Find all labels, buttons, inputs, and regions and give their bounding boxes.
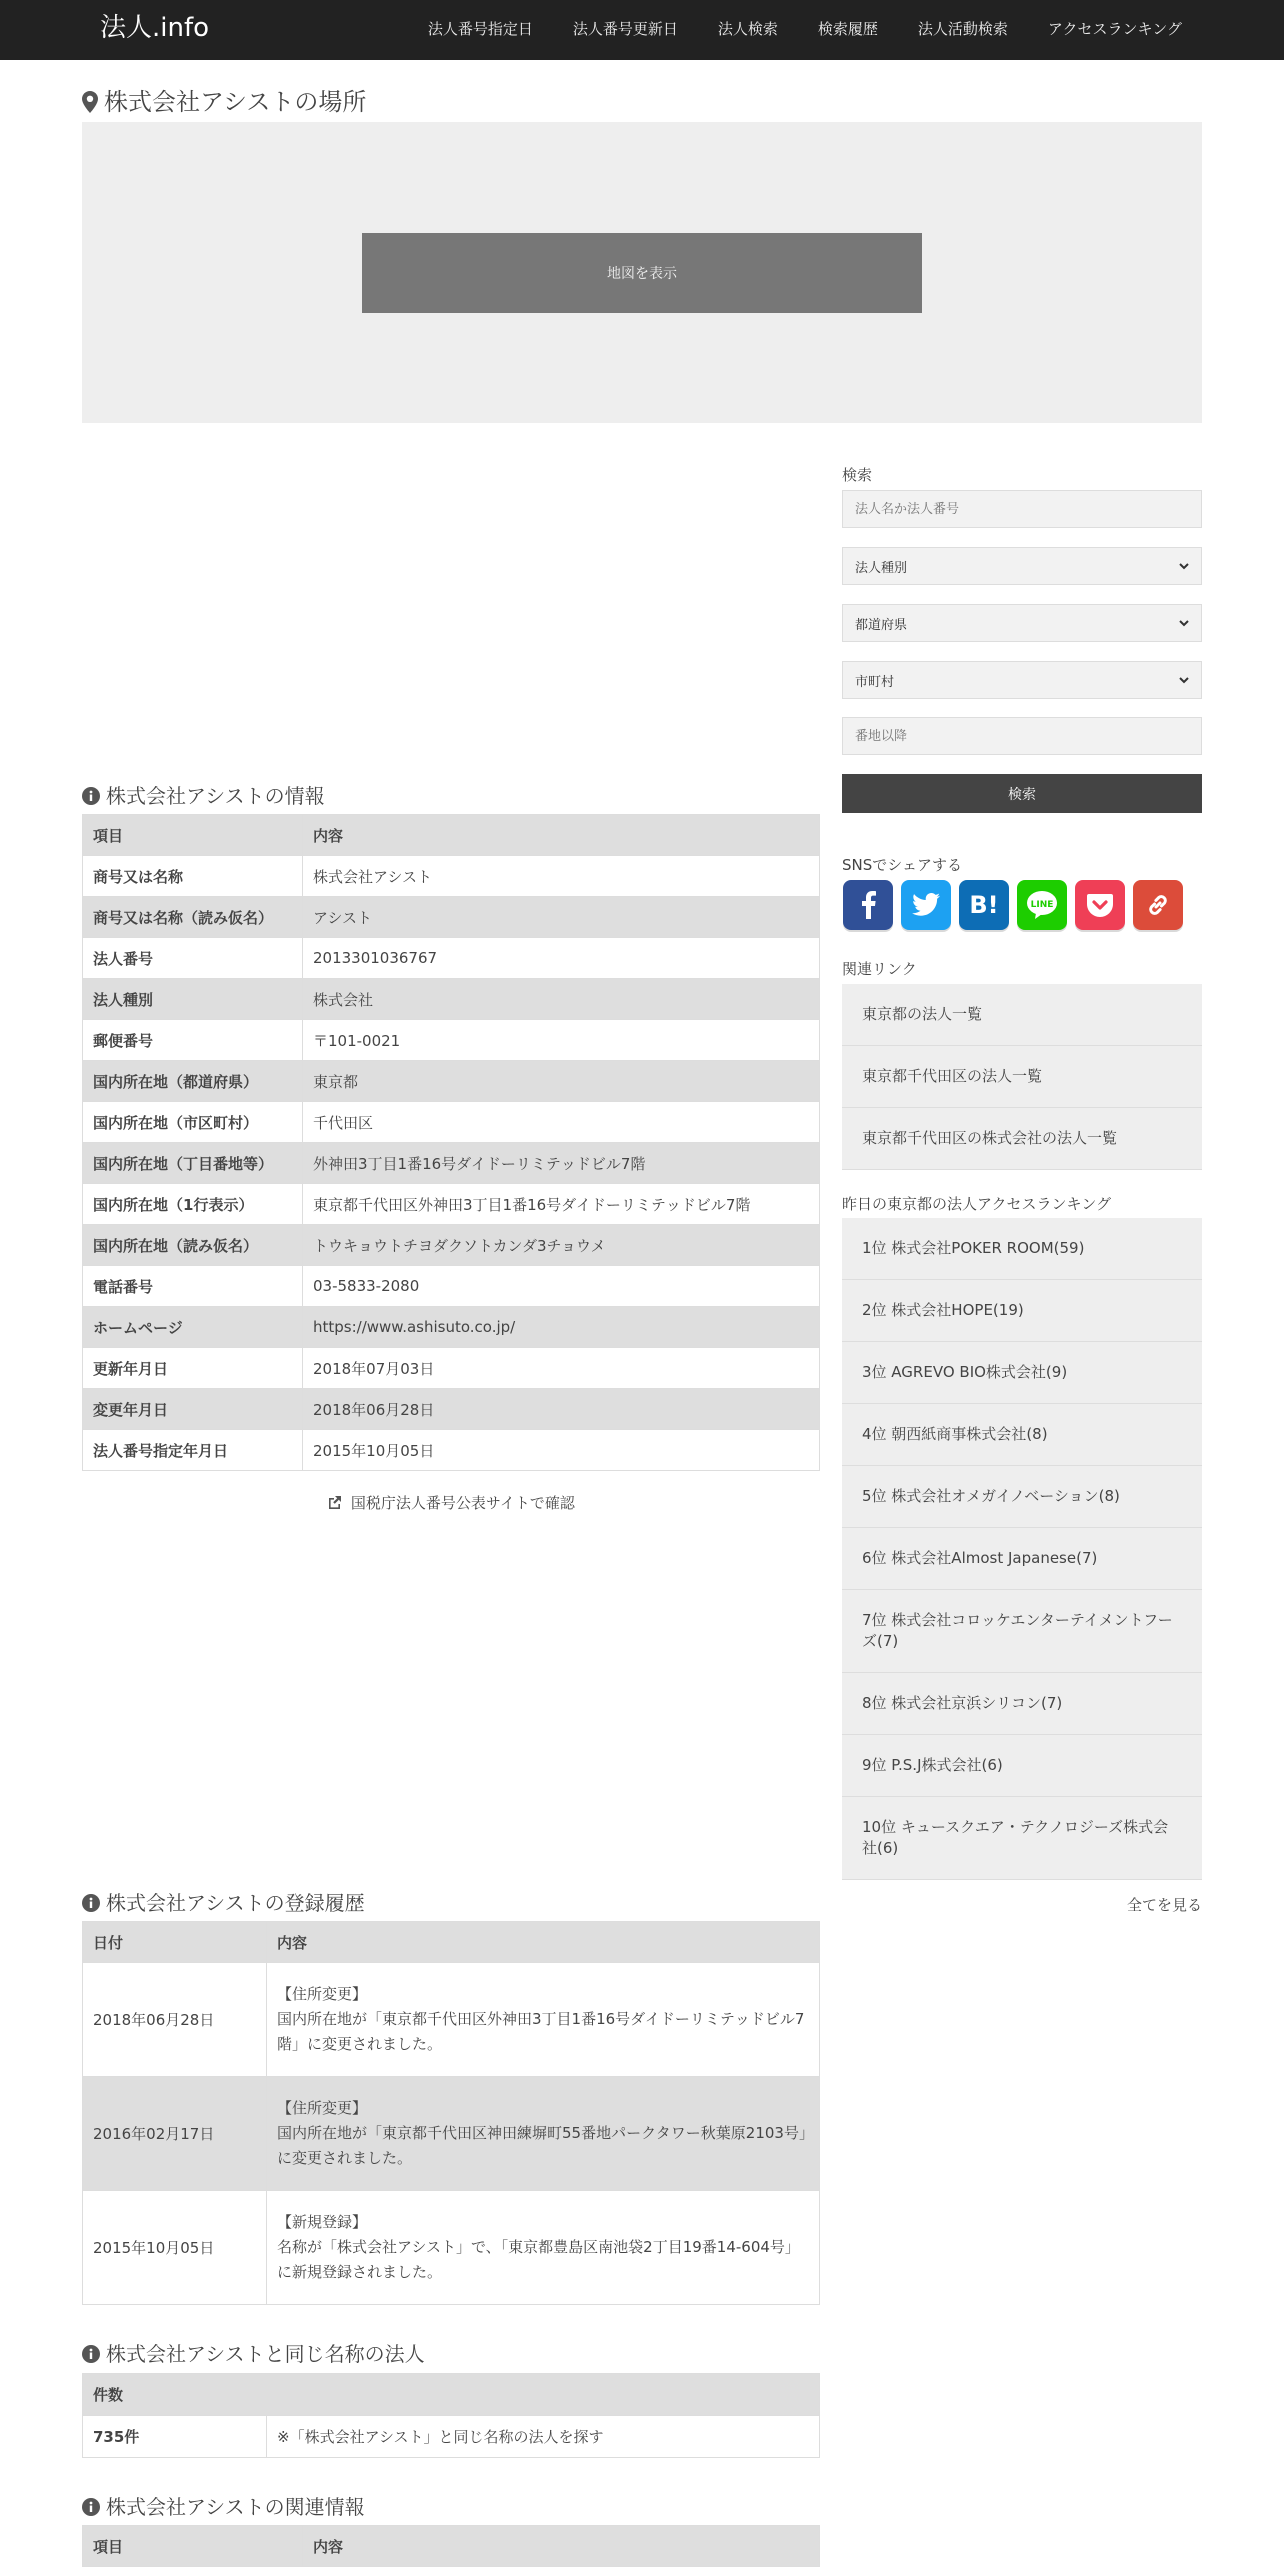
pocket-icon <box>1086 892 1114 918</box>
row-label: 商号又は名称（読み仮名） <box>83 897 303 938</box>
corporate-type-select-value: 法人種別 <box>855 560 908 576</box>
row-value: 03-5833-2080 <box>303 1266 820 1307</box>
twitter-icon <box>912 893 940 917</box>
table-row <box>83 2191 820 2305</box>
history-title-text: 株式会社アシストの登録履歴 <box>106 1891 365 1915</box>
history-date: 2018年06月28日 <box>83 1963 267 2077</box>
row-value: 2013301036767 <box>303 938 820 979</box>
map-title-text: 株式会社アシストの場所 <box>104 88 367 116</box>
map-section-title <box>82 84 366 120</box>
corporate-type-select[interactable] <box>842 547 1202 585</box>
table-row <box>83 1307 820 1348</box>
row-value: 2018年06月28日 <box>303 1389 820 1430</box>
table-row <box>83 2416 820 2458</box>
prefecture-select[interactable] <box>842 604 1202 642</box>
ranking-item[interactable]: 1位 株式会社POKER ROOM(59) <box>842 1218 1202 1280</box>
nav-links <box>408 0 1202 60</box>
chevron-down-icon <box>1179 618 1189 628</box>
search-submit-button[interactable]: 検索 <box>842 774 1202 813</box>
row-value: 株式会社 <box>303 979 820 1020</box>
nav-link-corporate-search[interactable]: 法人検索 <box>717 20 778 38</box>
row-value: 東京都 <box>303 1061 820 1102</box>
line-icon <box>1026 890 1058 920</box>
row-value: トウキョウトチヨダクソトカンダ3チョウメ <box>303 1225 820 1266</box>
registration-history-table <box>82 1921 820 2305</box>
history-section-title <box>82 1888 365 1918</box>
external-link-icon <box>327 1495 342 1510</box>
pocket-save-button[interactable] <box>1075 880 1125 930</box>
info-title-text: 株式会社アシストの情報 <box>106 784 325 808</box>
ranking-item[interactable]: 9位 P.S.J株式会社(6) <box>842 1735 1202 1797</box>
table-row <box>83 1143 820 1184</box>
show-map-button[interactable]: 地図を表示 <box>362 233 922 313</box>
ranking-item[interactable]: 3位 AGREVO BIO株式会社(9) <box>842 1342 1202 1404</box>
svg-text:LINE: LINE <box>1030 900 1054 910</box>
row-value: アシスト <box>303 897 820 938</box>
row-label: 郵便番号 <box>83 1020 303 1061</box>
history-kind: 【住所変更】 <box>277 1985 368 2003</box>
related-title-text: 株式会社アシストの関連情報 <box>106 2495 365 2519</box>
prefecture-select-value: 都道府県 <box>855 617 908 633</box>
same-name-section-title <box>82 2339 425 2369</box>
chevron-down-icon <box>1179 561 1189 571</box>
city-select[interactable] <box>842 661 1202 699</box>
info-section-title <box>82 781 325 811</box>
table-row <box>83 938 820 979</box>
ranking-item[interactable]: 5位 株式会社オメガイノベーション(8) <box>842 1466 1202 1528</box>
row-label: 商号又は名称 <box>83 856 303 897</box>
related-links-label: 関連リンク <box>842 960 917 978</box>
row-label: 国内所在地（丁目番地等） <box>83 1143 303 1184</box>
row-value: 東京都千代田区外神田3丁目1番16号ダイドーリミテッドビル7階 <box>303 1184 820 1225</box>
related-link-tokyo[interactable]: 東京都の法人一覧 <box>842 984 1202 1046</box>
hatena-bookmark-button[interactable] <box>959 880 1009 930</box>
related-links-list <box>842 984 1202 1170</box>
facebook-icon <box>858 891 878 919</box>
history-desc: 国内所在地が「東京都千代田区外神田3丁目1番16号ダイドーリミテッドビル7階」に変更されました。 <box>277 2010 805 2053</box>
info-icon <box>82 2345 100 2363</box>
history-desc: 国内所在地が「東京都千代田区神田練塀町55番地パークタワー秋葉原2103号」に変更されました。 <box>277 2124 807 2167</box>
same-name-search-link[interactable]: ※「株式会社アシスト」と同じ名称の法人を探す <box>267 2416 820 2458</box>
table-row <box>83 1389 820 1430</box>
copy-link-button[interactable] <box>1133 880 1183 930</box>
ranking-item[interactable]: 10位 キュースクエア・テクノロジーズ株式会社(6) <box>842 1797 1202 1880</box>
table-row <box>83 1061 820 1102</box>
corporate-name-input[interactable] <box>842 490 1202 528</box>
ranking-item[interactable]: 7位 株式会社コロッケエンターテイメントフーズ(7) <box>842 1590 1202 1673</box>
history-kind: 【住所変更】 <box>277 2099 368 2117</box>
row-value: 千代田区 <box>303 1102 820 1143</box>
nav-link-access-ranking[interactable]: アクセスランキング <box>1047 20 1182 38</box>
table-row <box>83 897 820 938</box>
history-date: 2016年02月17日 <box>83 2077 267 2191</box>
table-row <box>83 856 820 897</box>
header-count: 件数 <box>83 2374 820 2416</box>
row-label: 国内所在地（都道府県） <box>83 1061 303 1102</box>
facebook-share-button[interactable] <box>843 880 893 930</box>
table-row <box>83 1348 820 1389</box>
map-marker-icon <box>82 91 98 113</box>
table-header-row <box>83 1922 820 1963</box>
related-info-table <box>82 2525 820 2567</box>
table-row <box>83 979 820 1020</box>
row-label: 変更年月日 <box>83 1389 303 1430</box>
map-area <box>82 122 1202 423</box>
row-value: 〒101-0021 <box>303 1020 820 1061</box>
chevron-down-icon <box>1179 675 1189 685</box>
table-row <box>83 1430 820 1471</box>
table-row <box>83 1963 820 2077</box>
history-date: 2015年10月05日 <box>83 2191 267 2305</box>
related-link-chiyoda-kabushiki[interactable]: 東京都千代田区の株式会社の法人一覧 <box>842 1108 1202 1170</box>
nta-link-text: 国税庁法人番号公表サイトで確認 <box>350 1494 575 1512</box>
ranking-item[interactable]: 4位 朝西紙商事株式会社(8) <box>842 1404 1202 1466</box>
access-ranking-list <box>842 1218 1202 1880</box>
table-row <box>83 2077 820 2191</box>
history-desc: 名称が「株式会社アシスト」で、「東京都豊島区南池袋2丁目19番14-604号」に新規登録されました。 <box>277 2238 800 2281</box>
row-label: 法人番号指定年月日 <box>83 1430 303 1471</box>
history-content <box>267 2077 820 2191</box>
corporate-info-table <box>82 814 820 1471</box>
line-share-button[interactable] <box>1017 880 1067 930</box>
info-icon <box>82 787 100 805</box>
header-content: 内容 <box>303 815 820 856</box>
header-item: 項目 <box>83 2526 303 2567</box>
row-label: 国内所在地（1行表示） <box>83 1184 303 1225</box>
row-label: 法人番号 <box>83 938 303 979</box>
nav-link-assigned-date[interactable]: 法人番号指定日 <box>427 20 533 38</box>
search-label: 検索 <box>842 466 873 484</box>
header-content: 内容 <box>303 2526 820 2567</box>
see-all-ranking-link[interactable]: 全てを見る <box>1126 1896 1202 1914</box>
row-label: 国内所在地（読み仮名） <box>83 1225 303 1266</box>
history-content <box>267 1963 820 2077</box>
link-icon <box>1144 891 1172 919</box>
info-icon <box>82 1894 100 1912</box>
same-name-table <box>82 2373 820 2458</box>
city-select-value: 市町村 <box>855 674 895 690</box>
nav-link-search-history[interactable]: 検索履歴 <box>817 20 878 38</box>
row-label: ホームページ <box>83 1307 303 1348</box>
table-header-row <box>83 2526 820 2567</box>
row-label: 法人種別 <box>83 979 303 1020</box>
twitter-share-button[interactable] <box>901 880 951 930</box>
nav-link-activity-search[interactable]: 法人活動検索 <box>917 20 1008 38</box>
header-item: 項目 <box>83 815 303 856</box>
ranking-item[interactable]: 6位 株式会社Almost Japanese(7) <box>842 1528 1202 1590</box>
same-name-title-text: 株式会社アシストと同じ名称の法人 <box>106 2342 425 2366</box>
history-kind: 【新規登録】 <box>277 2213 368 2231</box>
nta-site-link[interactable] <box>82 1490 820 1516</box>
nav-link-updated-date[interactable]: 法人番号更新日 <box>572 20 678 38</box>
related-section-title <box>82 2492 365 2522</box>
table-row <box>83 1184 820 1225</box>
table-header-row <box>83 2374 820 2416</box>
ranking-item[interactable]: 2位 株式会社HOPE(19) <box>842 1280 1202 1342</box>
history-content <box>267 2191 820 2305</box>
table-header-row <box>83 815 820 856</box>
table-row <box>83 1266 820 1307</box>
ranking-label: 昨日の東京都の法人アクセスランキング <box>842 1195 1112 1213</box>
table-row <box>83 1020 820 1061</box>
row-label: 電話番号 <box>83 1266 303 1307</box>
info-icon <box>82 2498 100 2516</box>
row-label: 国内所在地（市区町村） <box>83 1102 303 1143</box>
row-label: 更新年月日 <box>83 1348 303 1389</box>
sns-share-label: SNSでシェアする <box>842 856 962 874</box>
address-input[interactable] <box>842 717 1202 755</box>
row-value: 株式会社アシスト <box>303 856 820 897</box>
hatena-icon: B! <box>969 891 999 919</box>
brand-logo-link[interactable]: 法人.info <box>100 13 210 43</box>
homepage-link[interactable]: https://www.ashisuto.co.jp/ <box>303 1307 820 1348</box>
same-name-count: 735件 <box>83 2416 267 2458</box>
row-value: 外神田3丁目1番16号ダイドーリミテッドビル7階 <box>303 1143 820 1184</box>
row-value: 2015年10月05日 <box>303 1430 820 1471</box>
header-content: 内容 <box>267 1922 820 1963</box>
table-row <box>83 1225 820 1266</box>
top-navbar <box>0 0 1284 60</box>
related-link-chiyoda[interactable]: 東京都千代田区の法人一覧 <box>842 1046 1202 1108</box>
header-date: 日付 <box>83 1922 267 1963</box>
table-row <box>83 1102 820 1143</box>
sns-share-buttons <box>843 880 1183 930</box>
ranking-item[interactable]: 8位 株式会社京浜シリコン(7) <box>842 1673 1202 1735</box>
row-value: 2018年07月03日 <box>303 1348 820 1389</box>
